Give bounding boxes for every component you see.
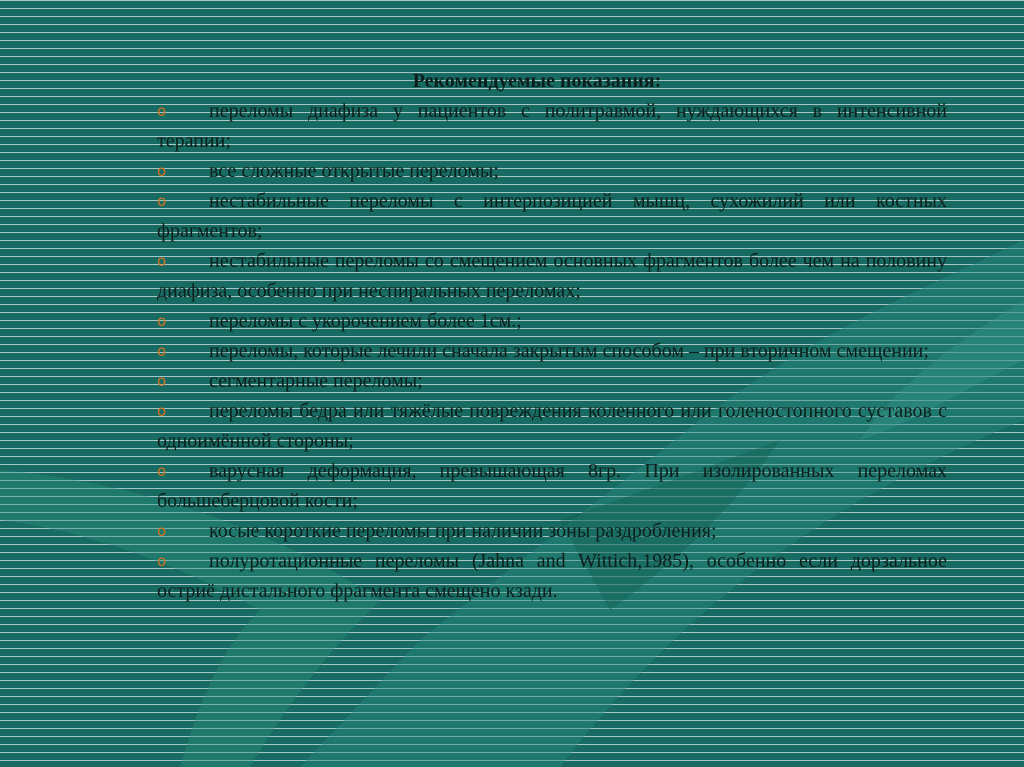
- list-item: [157, 336, 947, 366]
- list-item-text: переломы бедра или тяжёлые повреждения коленного или голеностопного суставов с одноимённой стороны;: [157, 400, 947, 452]
- list-item-text: переломы с укорочением более 1см.;: [209, 310, 522, 332]
- bullet-icon: o: [157, 342, 167, 360]
- list-item: [157, 156, 947, 186]
- bullet-icon: o: [157, 312, 167, 330]
- list-item: [157, 396, 947, 456]
- bullet-icon: o: [157, 102, 167, 120]
- list-item: [157, 516, 947, 546]
- list-item: [157, 186, 947, 246]
- bullet-icon: o: [157, 552, 167, 570]
- list-item: [157, 456, 947, 516]
- bullet-icon: o: [157, 462, 167, 480]
- list-item: [157, 96, 947, 156]
- list-item-text: нестабильные переломы со смещением основных фрагментов более чем на половину диафиза, особенно при неспиральных переломах;: [157, 250, 947, 302]
- list-item: [157, 306, 947, 336]
- slide-content: [157, 66, 947, 606]
- indications-list: [157, 96, 947, 606]
- list-item-text: варусная деформация, превышающая 8гр. При изолированных переломах большеберцовой кости;: [157, 460, 947, 512]
- bullet-icon: o: [157, 192, 167, 210]
- bullet-icon: o: [157, 252, 167, 270]
- list-item: [157, 366, 947, 396]
- list-item-text: полуротационные переломы (Jahna and Wittich,1985), особенно если дорзальное остриё дистального фрагмента смещено кзади.: [157, 550, 947, 602]
- slide-title: Рекомендуемые показания:: [412, 70, 662, 92]
- bullet-icon: o: [157, 402, 167, 420]
- list-item: [157, 246, 947, 306]
- list-item-text: все сложные открытые переломы;: [209, 160, 499, 182]
- bullet-icon: o: [157, 372, 167, 390]
- bullet-icon: o: [157, 522, 167, 540]
- list-item-text: нестабильные переломы с интерпозицией мышц, сухожилий или костных фрагментов;: [157, 190, 947, 242]
- list-item: [157, 546, 947, 606]
- list-item-text: переломы диафиза у пациентов с политравмой, нуждающихся в интенсивной терапии;: [157, 100, 947, 152]
- list-item-text: переломы, которые лечили сначала закрытым способом – при вторичном смещении;: [209, 340, 929, 362]
- list-item-text: косые короткие переломы при наличии зоны раздробления;: [209, 520, 717, 542]
- list-item-text: сегментарные переломы;: [209, 370, 423, 392]
- bullet-icon: o: [157, 162, 167, 180]
